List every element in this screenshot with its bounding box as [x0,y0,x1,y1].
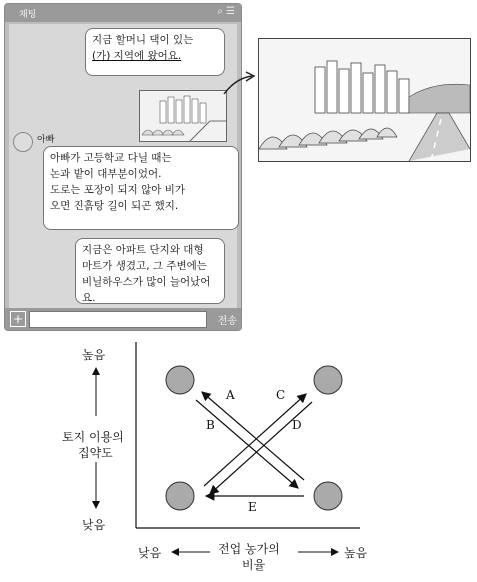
x-label-low: 낮음 [138,546,162,560]
message-input[interactable] [29,311,207,328]
arrow-icon [222,70,258,100]
arrow-a [202,392,304,480]
y-axis-title-2: 집약도 [78,446,113,460]
avatar [13,132,33,152]
message-line: (가) 지역에 왔어요. [92,50,182,62]
plus-icon[interactable]: + [10,311,26,327]
x-label-high: 높음 [344,546,368,560]
chat-area [9,24,237,308]
message-bubble-3 [75,238,225,304]
chat-window [4,3,242,331]
photo-thumbnail[interactable] [139,90,227,142]
menu-icon[interactable]: ⌕ ☰ [217,6,235,17]
message-line: 논과 밭이 대부분이었어. [50,168,162,180]
x-axis-title-2: 비율 [242,558,266,572]
x-axis-title: 전업 농가의 [218,542,280,556]
message-line: 비닐하우스가 많이 늘어났어요. [82,276,211,304]
input-bar [5,308,241,330]
send-button[interactable]: 전송 [217,316,237,327]
node-top-right [314,366,342,394]
arrow-label-d: D [292,418,302,432]
arrow-label-c: C [276,388,286,402]
arrow-b [196,400,298,488]
title-bar [5,4,241,22]
message-line: 도로는 포장이 되지 않아 비가 [50,184,186,196]
y-axis-title: 토지 이용의 [62,430,124,444]
node-bottom-left [166,482,194,510]
message-bubble-1 [85,28,225,76]
chat-title: 채팅 [19,10,37,20]
y-label-high: 높음 [82,348,106,362]
message-line: 마트가 생겼고, 그 주변에는 [82,260,207,272]
arrow-label-e: E [248,500,257,514]
arrow-c [204,394,306,486]
sender-name: 아빠 [37,135,55,145]
message-line: 지금 할머니 댁이 있는 [92,34,194,46]
arrow-d [210,402,312,494]
arrow-label-a: A [226,388,235,402]
message-line: 아빠가 고등학교 다닐 때는 [50,152,172,164]
y-label-low: 낮음 [82,518,106,532]
diagram [0,330,477,582]
message-bubble-2 [43,146,239,230]
arrow-label-b: B [206,418,215,432]
node-top-left [166,366,194,394]
city-photo [258,38,471,162]
node-bottom-right [314,482,342,510]
message-line: 오면 진흙탕 길이 되곤 했지. [50,200,179,212]
message-line: 지금은 아파트 단지와 대형 [82,244,204,256]
